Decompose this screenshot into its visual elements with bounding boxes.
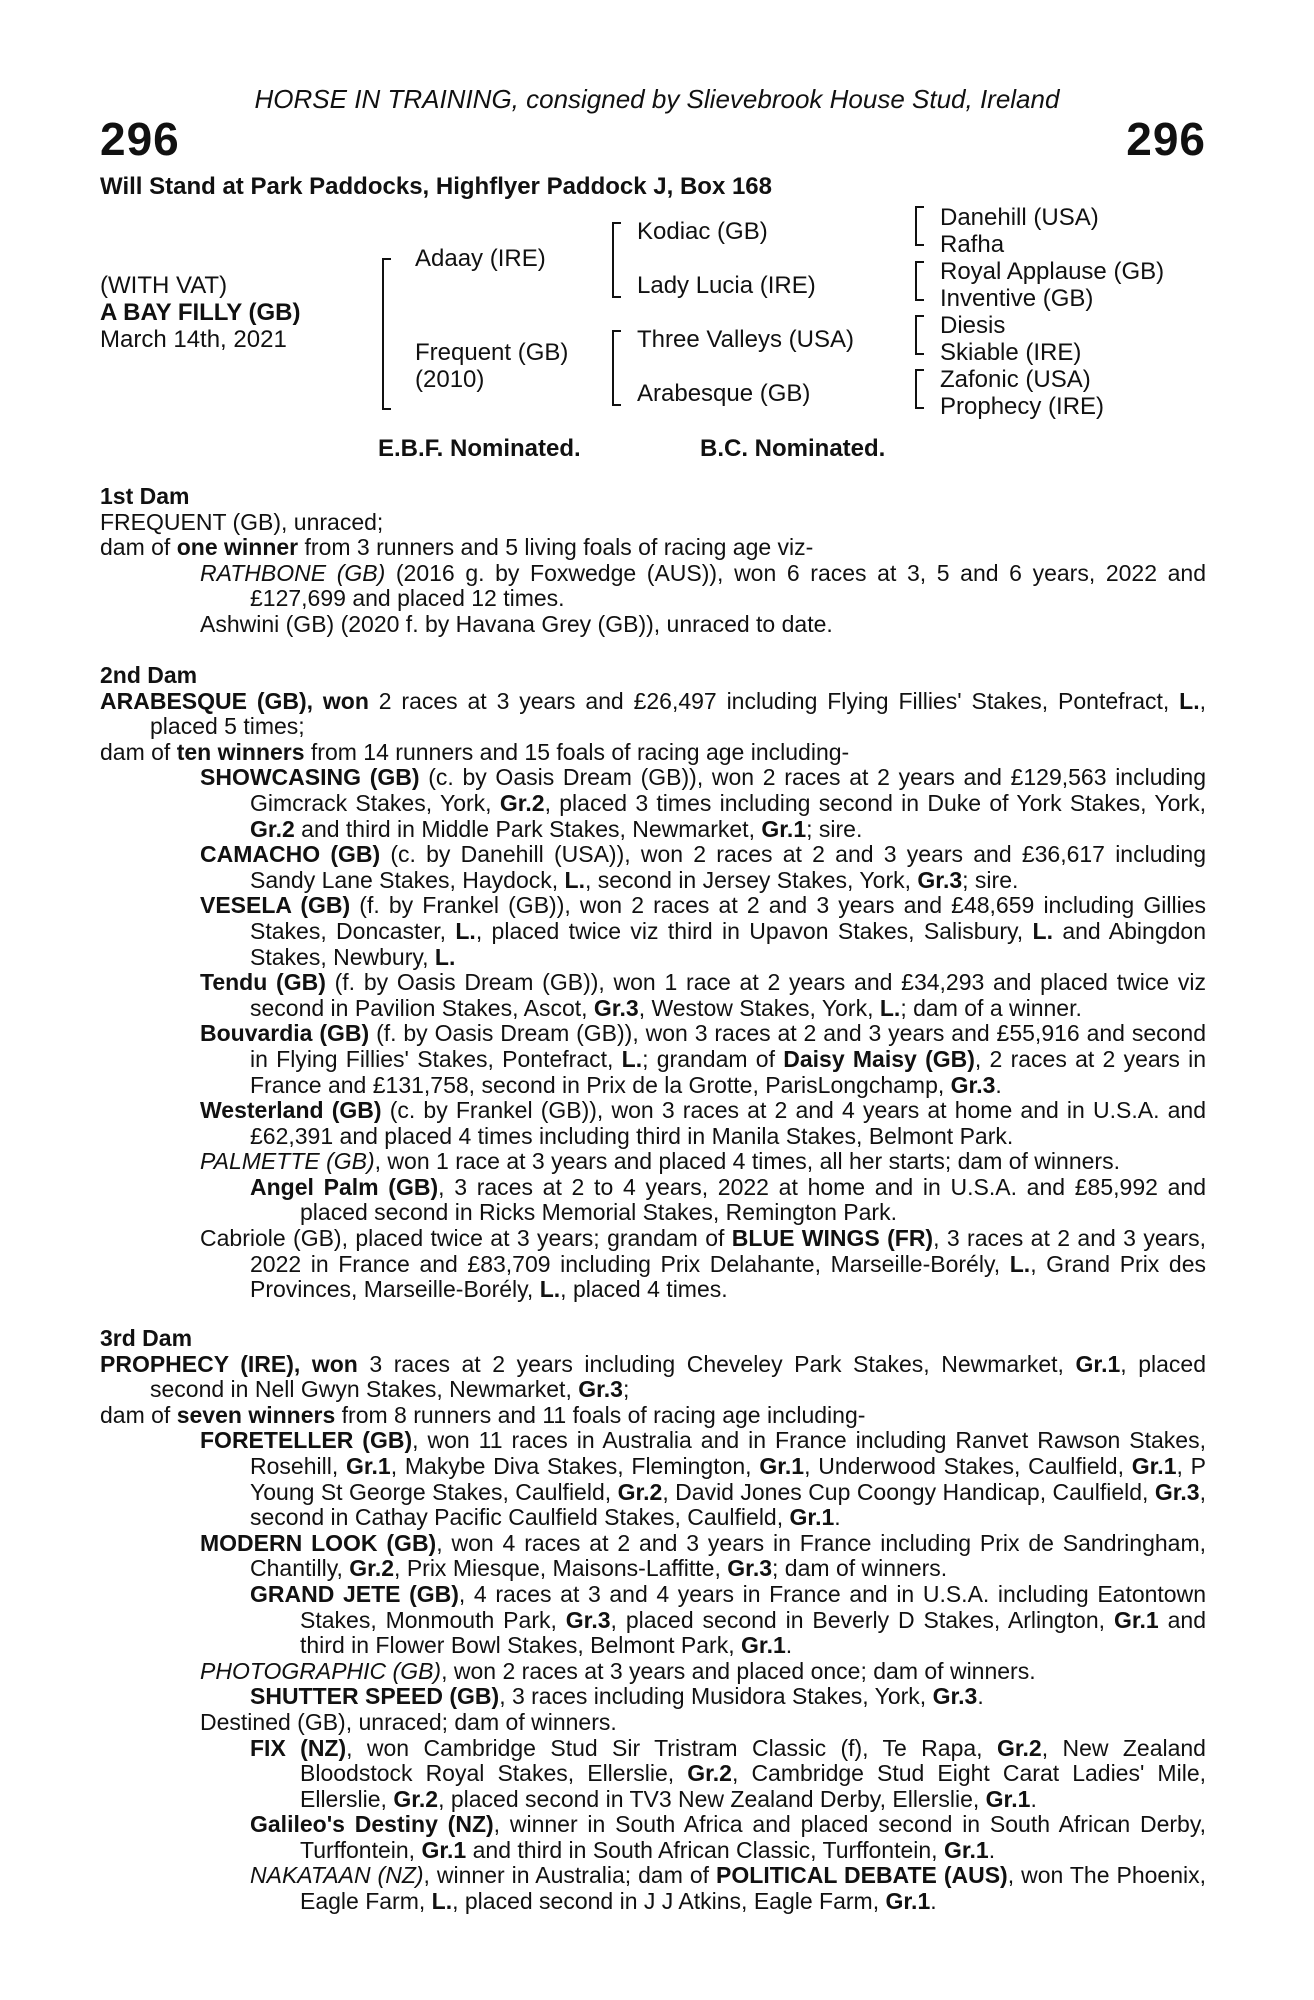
produce-entry: FIX (NZ), won Cambridge Stud Sir Tristram Classic (f), Te Rapa, Gr.2, New Zealand Bloodstock Royal Stakes, Ellerslie, Gr.2, Cambridge Stud Eight Carat Ladies' Mile, Ellerslie, Gr.2, placed second in TV3 New Zealand Derby, Ellerslie, Gr.1. [250,1734,1206,1812]
produce-entry: Westerland (GB) (c. by Frankel (GB)), won 3 races at 2 and 4 years at home and in U.S.A. and £62,391 and placed 4 times including third in Manila Stakes, Belmont Park. [200,1097,1206,1149]
ancestor-4: Inventive (GB) [940,285,1094,312]
sire-dam: Lady Lucia (IRE) [637,272,816,299]
ancestor-6: Skiable (IRE) [940,339,1082,366]
dam: Frequent (GB) [415,339,569,366]
produce-entry: Tendu (GB) (f. by Oasis Dream (GB)), won 1 race at 2 years and £34,293 and placed twice viz second in Pavilion Stakes, Ascot, Gr.3, Westow Stakes, York, L.; dam of a winner. [200,969,1206,1021]
sire: Adaay (IRE) [415,245,546,272]
first-dam-produce-intro: dam of one winner from 3 runners and 5 living foals of racing age viz- [100,534,814,561]
produce-entry: FORETELLER (GB), won 11 races in Australia and in France including Ranvet Rawson Stakes, Rosehill, Gr.1, Makybe Diva Stakes, Flemington, Gr.1, Underwood Stakes, Caulfield, Gr.1, P Young St George Stakes, Caulfield, Gr.2, David Jones Cup Coongy Handicap, Caulfield, Gr.3, second in Cathay Pacific Caulfield Stakes, Caulfield, Gr.1. [200,1427,1206,1531]
first-dam-line: FREQUENT (GB), unraced; [100,508,384,535]
second-dam-produce-intro: dam of ten winners from 14 runners and 15 foals of racing age including- [100,738,850,765]
foaling-date: March 14th, 2021 [100,326,287,353]
produce-entry: Bouvardia (GB) (f. by Oasis Dream (GB)), won 3 races at 2 and 3 years and £55,916 and second in Flying Fillies' Stakes, Pontefract, L.; grandam of Daisy Maisy (GB), 2 races at 2 years in France and £131,758, second in Prix de la Grotte, ParisLongchamp, Gr.3. [200,1020,1206,1098]
produce-entry: Galileo's Destiny (NZ), winner in South Africa and placed second in South African Derby, Turffontein, Gr.1 and third in South African Classic, Turffontein, Gr.1. [250,1811,1206,1863]
produce-entry: PHOTOGRAPHIC (GB), won 2 races at 3 years and placed once; dam of winners. [200,1657,1036,1684]
produce-entry: PALMETTE (GB), won 1 race at 3 years and placed 4 times, all her starts; dam of winners. [200,1148,1120,1175]
produce-entry: RATHBONE (GB) (2016 g. by Foxwedge (AUS)), won 6 races at 3, 5 and 6 years, 2022 and £127,699 and placed 12 times. [200,559,1206,612]
pedigree-brace [915,206,924,246]
produce-entry: CAMACHO (GB) (c. by Danehill (USA)), won 2 races at 2 and 3 years and £36,617 including Sandy Lane Stakes, Haydock, L., second in Jersey Stakes, York, Gr.3; sire. [200,841,1206,893]
second-dam-heading: 2nd Dam [100,662,198,688]
produce-entry: VESELA (GB) (f. by Frankel (GB)), won 2 races at 2 and 3 years and £48,659 including Gillies Stakes, Doncaster, L., placed twice viz third in Upavon Stakes, Salisbury, L. and Abingdon Stakes, Newbury, L. [200,892,1207,970]
ancestor-7: Zafonic (USA) [940,366,1091,393]
location-line: Will Stand at Park Paddocks, Highflyer Paddock J, Box 168 [100,173,772,200]
pedigree-brace [382,258,391,410]
ancestor-3: Royal Applause (GB) [940,258,1165,285]
pedigree-brace [915,261,924,301]
second-dam-section [100,663,1206,1303]
produce-entry: Ashwini (GB) (2020 f. by Havana Grey (GB)), unraced to date. [200,610,833,637]
lot-number-right: 296 [1126,113,1206,165]
produce-entry: GRAND JETE (GB), 4 races at 3 and 4 years in France and in U.S.A. including Eatontown Stakes, Monmouth Park, Gr.3, placed second in Beverly D Stakes, Arlington, Gr.1 and third in Flower Bowl Stakes, Belmont Park, Gr.1. [250,1580,1207,1659]
vat-note: (WITH VAT) [100,272,228,299]
produce-entry: SHOWCASING (GB) (c. by Oasis Dream (GB)), won 2 races at 2 years and £129,563 including Gimcrack Stakes, York, Gr.2, placed 3 times including second in Duke of York Stakes, York, Gr.2 and third in Middle Park Stakes, Newmarket, Gr.1; sire. [200,764,1206,842]
third-dam-heading: 3rd Dam [100,1325,193,1351]
produce-entry: MODERN LOOK (GB), won 4 races at 2 and 3 years in France including Prix de Sandringham, Chantilly, Gr.2, Prix Miesque, Maisons-Laffitte, Gr.3; dam of winners. [200,1529,1207,1582]
ancestor-5: Diesis [940,312,1006,339]
horse-name: A BAY FILLY (GB) [100,299,301,326]
third-dam-produce-intro: dam of seven winners from 8 runners and 11 foals of racing age including- [100,1401,866,1428]
first-dam-section [100,484,1206,638]
ancestor-1: Danehill (USA) [940,204,1099,231]
first-dam-heading: 1st Dam [100,483,190,509]
consignment-line: HORSE IN TRAINING, consigned by Slievebrook House Stud, Ireland [254,84,1060,114]
third-dam-line: PROPHECY (IRE), won 3 races at 2 years including Cheveley Park Stakes, Newmarket, Gr.1, placed second in Nell Gwyn Stakes, Newmarket, Gr.3; [100,1350,1206,1403]
second-dam-line: ARABESQUE (GB), won 2 races at 3 years and £26,497 including Flying Fillies' Stakes, Pontefract, L., placed 5 times; [100,687,1206,740]
produce-entry: Angel Palm (GB), 3 races at 2 to 4 years, 2022 at home and in U.S.A. and £85,992 and placed second in Ricks Memorial Stakes, Remington Park. [250,1173,1206,1226]
produce-entry: Destined (GB), unraced; dam of winners. [200,1708,617,1735]
produce-entry: NAKATAAN (NZ), winner in Australia; dam of POLITICAL DEBATE (AUS), won The Phoenix, Eagle Farm, L., placed second in J J Atkins, Eagle Farm, Gr.1. [250,1862,1206,1915]
pedigree-brace [612,222,621,298]
sire-sire: Kodiac (GB) [637,218,768,245]
lot-number-left: 296 [100,113,180,165]
bc-nominated: B.C. Nominated. [700,435,886,462]
pedigree-brace [915,369,924,409]
produce-entry: SHUTTER SPEED (GB), 3 races including Musidora Stakes, York, Gr.3. [250,1683,984,1710]
third-dam-section [100,1326,1206,1915]
ebf-nominated: E.B.F. Nominated. [378,435,581,462]
ancestor-2: Rafha [940,231,1005,258]
produce-entry: Cabriole (GB), placed twice at 3 years; grandam of BLUE WINGS (FR), 3 races at 2 and 3 years, 2022 in France and £83,709 including Prix Delahante, Marseille-Borély, L., Grand Prix des Provinces, Marseille-Borély, L., placed 4 times. [200,1225,1206,1303]
dam-sire: Three Valleys (USA) [637,326,854,353]
ancestor-8: Prophecy (IRE) [940,393,1105,420]
dam-dam: Arabesque (GB) [637,380,811,407]
pedigree-brace [612,330,621,406]
pedigree-brace [915,315,924,355]
dam-year: (2010) [415,366,485,393]
